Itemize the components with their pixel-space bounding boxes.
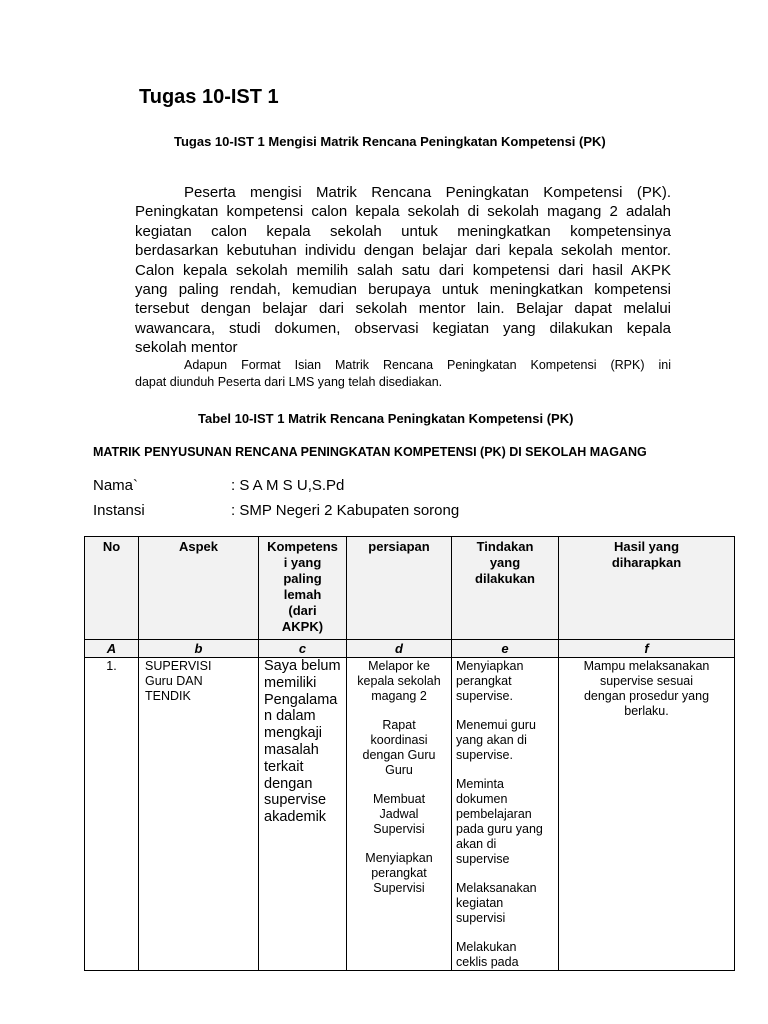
cell-line: Supervisi xyxy=(373,881,425,895)
header-line: Tindakan xyxy=(476,539,534,554)
cell-persiapan xyxy=(347,658,452,971)
header-line: paling xyxy=(283,571,322,586)
header-line: dilakukan xyxy=(475,571,535,586)
table-letter-row xyxy=(85,640,735,658)
letter-cell: d xyxy=(347,640,452,658)
cell-line: akan di xyxy=(456,837,497,851)
header-line: yang xyxy=(489,555,521,570)
header-tindakan xyxy=(452,537,559,640)
cell-line: Jadwal xyxy=(379,807,419,821)
cell-line: dengan prosedur yang xyxy=(583,689,710,703)
paragraph-line: kegiatan calon kepala sekolah untuk meningkatkan kompetensinya xyxy=(135,222,671,240)
tindakan-item xyxy=(456,659,558,704)
cell-kompetensi xyxy=(259,658,347,971)
header-line: (dari xyxy=(288,603,317,618)
letter-cell: A xyxy=(85,640,139,658)
cell-line: yang akan di xyxy=(456,733,527,747)
letter-cell: f xyxy=(559,640,735,658)
cell-line: memiliki xyxy=(264,674,317,691)
cell-line: dengan Guru xyxy=(362,748,436,762)
cell-line: perangkat xyxy=(371,866,427,880)
cell-line: ceklis pada xyxy=(456,955,519,969)
cell-line: mengkaji xyxy=(264,725,323,742)
cell-line: pembelajaran xyxy=(456,807,532,821)
cell-line: terkait xyxy=(264,758,304,775)
nama-value: : S A M S U,S.Pd xyxy=(231,477,345,494)
paragraph-line: Calon kepala sekolah memilih salah satu dari kompetensi dari hasil AKPK xyxy=(135,261,671,279)
cell-line: kegiatan xyxy=(456,896,504,910)
cell-line: Rapat xyxy=(382,718,416,732)
paragraph-line: dapat diunduh Peserta dari LMS yang telah disediakan. xyxy=(135,375,443,389)
matrik-heading: MATRIK PENYUSUNAN RENCANA PENINGKATAN KOMPETENSI (PK) DI SEKOLAH MAGANG xyxy=(93,445,647,459)
table-row xyxy=(85,658,735,971)
header-line: i yang xyxy=(283,555,322,570)
table-header-row xyxy=(85,537,735,640)
letter-cell: c xyxy=(259,640,347,658)
cell-line: koordinasi xyxy=(370,733,428,747)
cell-line: akademik xyxy=(264,809,327,826)
paragraph-line: Adapun Format Isian Matrik Rencana Peningkatan Kompetensi (RPK) ini xyxy=(184,358,671,372)
instansi-value: : SMP Negeri 2 Kabupaten sorong xyxy=(231,502,460,519)
cell-line: pada guru yang xyxy=(456,822,543,836)
cell-line: Membuat xyxy=(372,792,426,806)
paragraph-line: Peserta mengisi Matrik Rencana Peningkatan Kompetensi (PK). xyxy=(184,184,671,201)
header-persiapan: persiapan xyxy=(347,537,452,640)
cell-line: Mampu melaksanakan xyxy=(583,659,710,673)
cell-aspek xyxy=(139,658,259,971)
cell-line: supervise sesuai xyxy=(599,674,694,688)
cell-line: n dalam xyxy=(264,708,316,725)
cell-line: Saya belum xyxy=(264,658,341,674)
header-aspek: Aspek xyxy=(139,537,259,640)
cell-no: 1. xyxy=(85,658,139,971)
paragraph-line: yang paling rendah, kemudian berupaya untuk meningkatkan kompetensi xyxy=(135,280,671,298)
paragraph-line: wawancara, studi dokumen, observasi kegiatan yang dilakukan kepala xyxy=(135,319,671,337)
header-no: No xyxy=(85,537,139,640)
letter-cell: e xyxy=(452,640,559,658)
document-subtitle: Tugas 10-IST 1 Mengisi Matrik Rencana Peningkatan Kompetensi (PK) xyxy=(174,134,606,149)
tindakan-item xyxy=(456,940,558,970)
cell-line: supervise xyxy=(264,792,327,809)
cell-line: Guru DAN xyxy=(145,674,203,688)
tindakan-item xyxy=(456,881,558,926)
tindakan-item xyxy=(456,777,558,867)
header-line: lemah xyxy=(283,587,322,602)
cell-line: Meminta xyxy=(456,777,504,791)
cell-line: Guru xyxy=(385,763,413,777)
header-line: AKPK) xyxy=(281,619,324,634)
paragraph-format xyxy=(135,357,671,391)
cell-line: perangkat xyxy=(456,674,512,688)
header-hasil xyxy=(559,537,735,640)
cell-line: Melakukan xyxy=(456,940,517,954)
cell-line: dengan xyxy=(264,775,313,792)
cell-line: SUPERVISI xyxy=(145,659,212,673)
tindakan-item xyxy=(456,718,558,763)
cell-line: magang 2 xyxy=(371,689,427,703)
header-line: Kompetens xyxy=(267,539,338,554)
nama-label: Nama` xyxy=(93,477,139,494)
cell-line: Melaksanakan xyxy=(456,881,537,895)
cell-line: kepala sekolah xyxy=(357,674,441,688)
paragraph-intro xyxy=(135,183,671,358)
cell-line: masalah xyxy=(264,741,319,758)
rpk-matrix-table xyxy=(84,536,735,971)
persiapan-item xyxy=(347,718,451,778)
header-line: diharapkan xyxy=(611,555,682,570)
cell-line: dokumen xyxy=(456,792,508,806)
cell-line: TENDIK xyxy=(145,689,191,703)
paragraph-line: berdasarkan kebutuhan individu dengan belajar dari kepala sekolah mentor. xyxy=(135,242,671,260)
instansi-label: Instansi xyxy=(93,502,145,519)
cell-line: Melapor ke xyxy=(368,659,430,673)
table-caption: Tabel 10-IST 1 Matrik Rencana Peningkatan Kompetensi (PK) xyxy=(198,411,574,426)
cell-line: Supervisi xyxy=(373,822,425,836)
cell-line: Menyiapkan xyxy=(456,659,524,673)
header-kompetensi xyxy=(259,537,347,640)
document-title: Tugas 10-IST 1 xyxy=(139,86,279,108)
cell-line: supervisi xyxy=(456,911,506,925)
cell-line: Pengalama xyxy=(264,691,338,708)
cell-tindakan xyxy=(452,658,559,971)
paragraph-line: sekolah mentor xyxy=(135,339,238,357)
paragraph-line: Peningkatan kompetensi calon kepala sekolah di sekolah magang 2 adalah xyxy=(135,203,671,221)
letter-cell: b xyxy=(139,640,259,658)
persiapan-item xyxy=(347,792,451,837)
cell-line: supervise xyxy=(456,852,510,866)
cell-hasil xyxy=(559,658,735,971)
cell-line: berlaku. xyxy=(624,704,669,718)
persiapan-item xyxy=(347,851,451,896)
cell-line: supervise. xyxy=(456,689,513,703)
cell-line: Menemui guru xyxy=(456,718,536,732)
header-line: Hasil yang xyxy=(613,539,680,554)
persiapan-item xyxy=(347,659,451,704)
cell-line: supervise. xyxy=(456,748,513,762)
paragraph-line: tersebut dengan belajar dari sekolah mentor lain. Belajar dapat melalui xyxy=(135,300,671,318)
cell-line: Menyiapkan xyxy=(365,851,433,865)
